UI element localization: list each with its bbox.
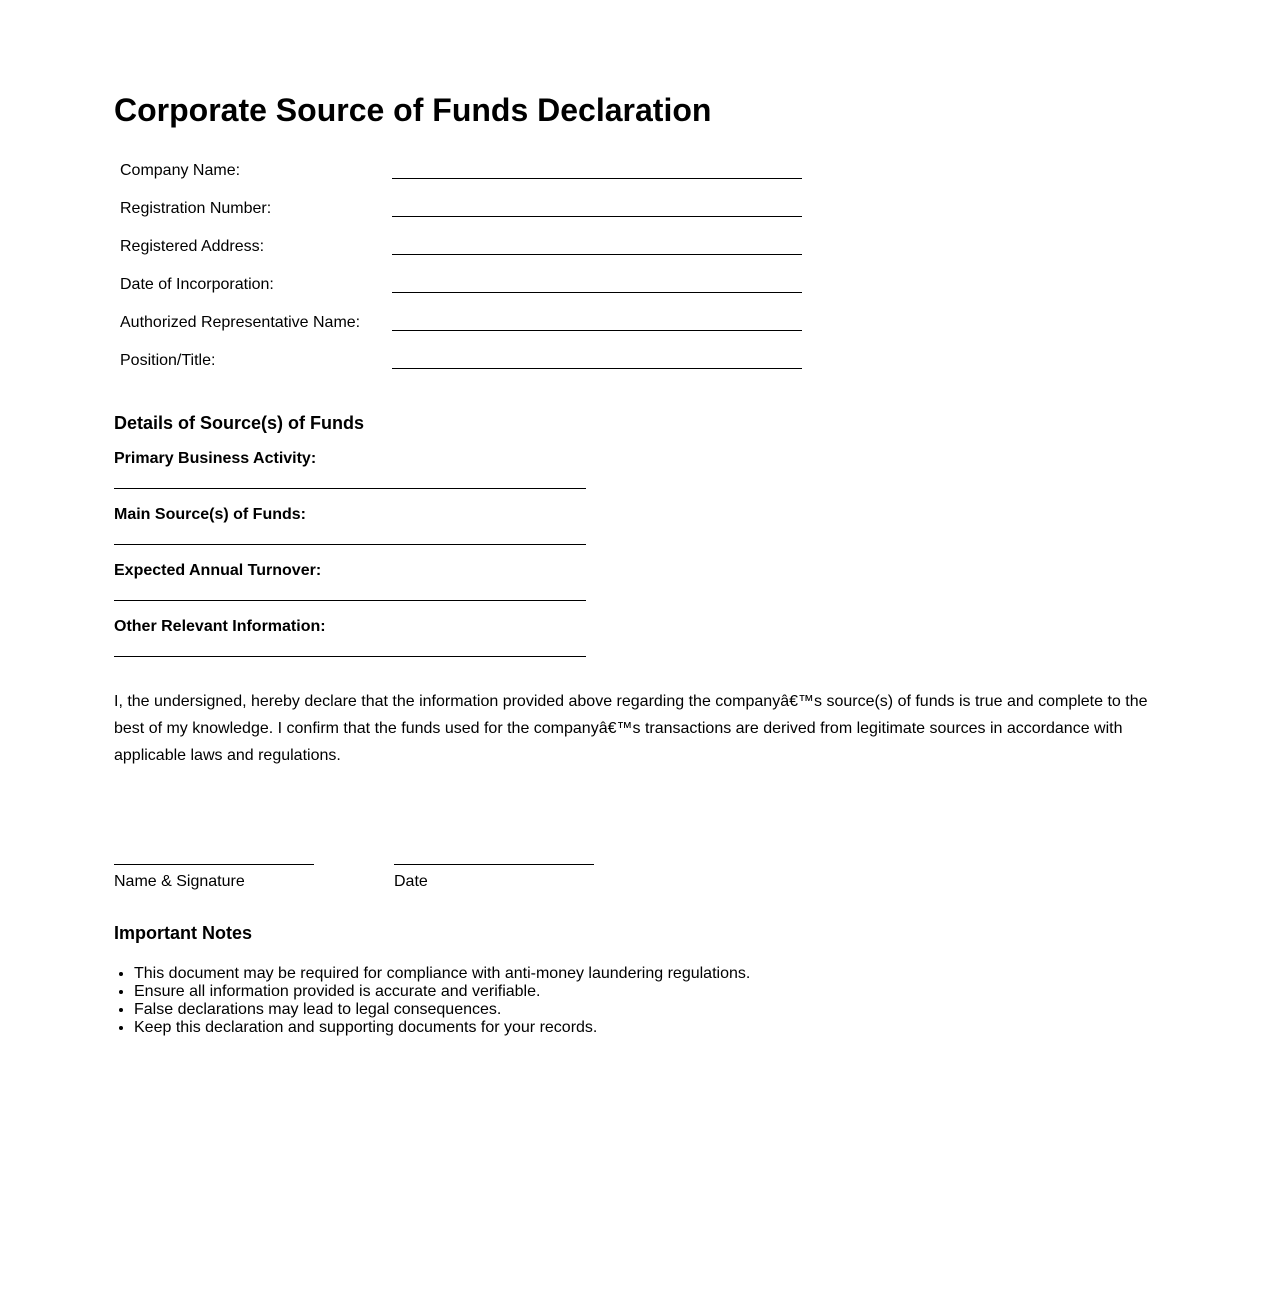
declaration-text: I, the undersigned, hereby declare that the information provided above regarding the companyâ€™s source(s) of funds is true and complete to the best of my knowledge. I confirm that the funds used for the companyâ€™s transactions are derived from legitimate sources in accordance with applicable laws and regulations. — [114, 693, 1148, 764]
registered-address-label: Registered Address: — [120, 238, 265, 255]
signature-block — [114, 864, 314, 891]
representative-name-row — [114, 304, 804, 342]
registered-address-row — [114, 228, 804, 266]
company-name-field[interactable] — [392, 178, 802, 179]
notes-list — [114, 965, 750, 1037]
notes-item: • Ensure all information provided is accurate and verifiable. — [134, 983, 750, 1001]
position-title-row — [114, 342, 804, 380]
other-information-label: Other Relevant Information: — [114, 618, 326, 635]
primary-business-activity-field[interactable] — [114, 488, 586, 489]
funds-section-heading: Details of Source(s) of Funds — [114, 413, 365, 433]
company-name-label: Company Name: — [120, 162, 241, 179]
notes-item: • This document may be required for compliance with anti-money laundering regulations. — [134, 965, 750, 983]
other-information-field[interactable] — [114, 656, 586, 657]
notes-item: • False declarations may lead to legal consequences. — [134, 1001, 750, 1019]
registration-number-field[interactable] — [392, 216, 802, 217]
signature-label: Name & Signature — [114, 873, 245, 890]
expected-turnover-label: Expected Annual Turnover: — [114, 562, 322, 579]
date-of-incorporation-row — [114, 266, 804, 304]
notes-heading: Important Notes — [114, 923, 253, 943]
registered-address-field[interactable] — [392, 254, 802, 255]
registration-number-label: Registration Number: — [120, 200, 272, 217]
signature-line[interactable] — [114, 864, 314, 865]
document-title: Corporate Source of Funds Declaration — [114, 92, 712, 128]
registration-number-row — [114, 190, 804, 228]
main-sources-label: Main Source(s) of Funds: — [114, 506, 306, 523]
date-line[interactable] — [394, 864, 594, 865]
funds-details-list — [114, 447, 586, 671]
expected-turnover-field[interactable] — [114, 600, 586, 601]
date-block — [394, 864, 594, 891]
representative-name-field[interactable] — [392, 330, 802, 331]
main-sources-item — [114, 503, 586, 559]
date-of-incorporation-label: Date of Incorporation: — [120, 276, 274, 293]
position-title-label: Position/Title: — [120, 352, 216, 369]
company-name-row — [114, 152, 804, 190]
representative-name-label: Authorized Representative Name: — [120, 314, 361, 331]
primary-business-activity-item — [114, 447, 586, 503]
date-of-incorporation-field[interactable] — [392, 292, 802, 293]
primary-business-activity-label: Primary Business Activity: — [114, 450, 317, 467]
other-information-item — [114, 615, 586, 671]
expected-turnover-item — [114, 559, 586, 615]
main-sources-field[interactable] — [114, 544, 586, 545]
date-label: Date — [394, 873, 428, 890]
position-title-field[interactable] — [392, 368, 802, 369]
company-info-table — [114, 152, 804, 380]
notes-item: • Keep this declaration and supporting documents for your records. — [134, 1019, 750, 1037]
